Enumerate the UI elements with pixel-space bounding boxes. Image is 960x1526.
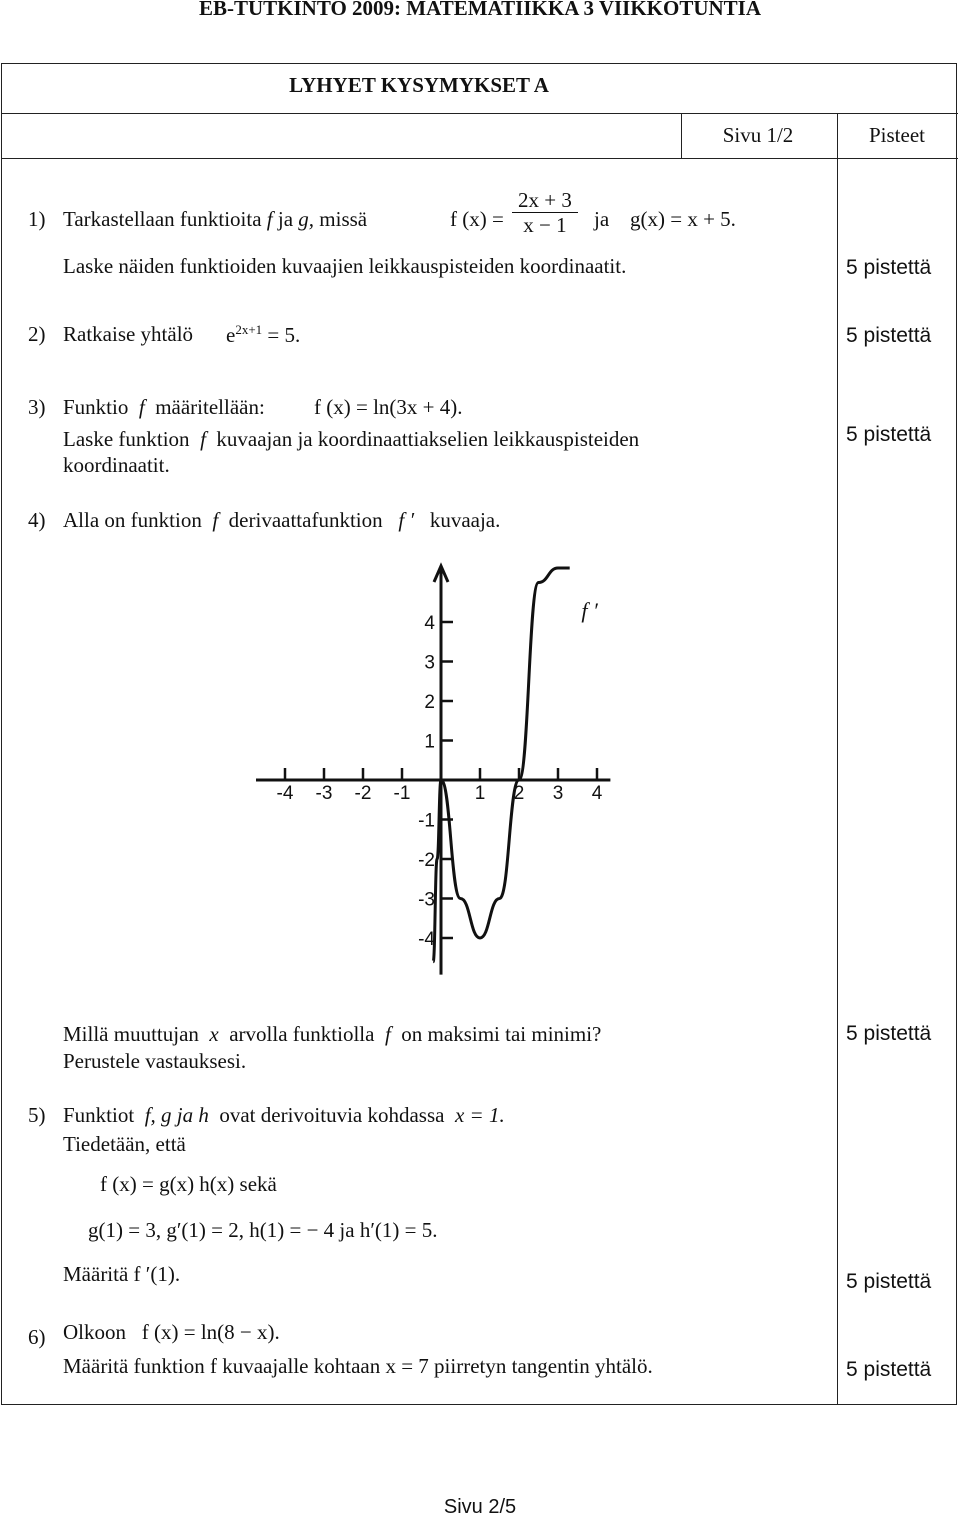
q3-text-c: Laske funktion [63, 427, 190, 451]
x-tick-label: 3 [552, 783, 564, 804]
y-tick-label: 3 [424, 652, 435, 674]
x-tick-label: 4 [591, 783, 603, 804]
q5-number: 5) [28, 1103, 46, 1127]
q3-line2 [63, 427, 639, 452]
q4-text-c: kuvaaja. [429, 508, 501, 532]
q5-line1 [63, 1103, 505, 1128]
x-tick-label: -3 [315, 783, 333, 804]
q5-x1: x = 1. [454, 1103, 505, 1127]
q2-equation [226, 322, 300, 348]
x-tick-label: -4 [276, 783, 294, 804]
q1-gx: g(x) = x + 5. [630, 207, 736, 231]
q5-line4: g(1) = 3, g′(1) = 2, h(1) = − 4 ja h′(1) = 5. [88, 1218, 438, 1242]
q5-line3: f (x) = g(x) h(x) sekä [100, 1172, 277, 1196]
q1-f: f [266, 207, 273, 231]
q3-text-b: määritellään: [155, 395, 265, 419]
q3-points: 5 pistettä [846, 423, 932, 446]
q2-points: 5 pistettä [846, 324, 932, 347]
q5-points: 5 pistettä [846, 1270, 932, 1293]
q4-question-line2: Perustele vastauksesi. [63, 1049, 247, 1073]
q5-fgh: f, g ja h [144, 1103, 209, 1127]
q3-text-d: kuvaajan ja koordinaattiakselien leikkauspisteiden [216, 427, 640, 451]
q1-text: Tarkastellaan funktioita [63, 207, 262, 231]
q6-points: 5 pistettä [846, 1358, 932, 1381]
q5-line5: Määritä f ′(1). [63, 1262, 181, 1286]
q1-ja: ja [277, 207, 294, 231]
q1-numerator: 2x + 3 [512, 188, 578, 213]
derivative-graph [236, 560, 616, 980]
divider [837, 113, 838, 1404]
q1-number: 1) [28, 207, 46, 231]
x-tick-label: -2 [354, 783, 372, 804]
q4-x: x [209, 1022, 219, 1046]
q6-line1 [63, 1320, 280, 1345]
y-tick-label: 2 [424, 692, 435, 713]
x-tick-label: 1 [474, 783, 486, 804]
divider [2, 158, 958, 159]
points-header: Pisteet [869, 123, 925, 147]
fprime-curve [433, 568, 570, 962]
divider [2, 113, 958, 114]
x-tick-label: -1 [393, 783, 411, 804]
q4-line1 [63, 508, 500, 533]
q1-g: g, [298, 207, 315, 231]
y-tick-label: 4 [424, 613, 435, 634]
q2-number: 2) [28, 322, 46, 346]
q4-q-text-b: arvolla funktiolla [229, 1022, 375, 1046]
q3-f: f [138, 395, 145, 419]
q1-fraction [512, 188, 578, 237]
page-footer: Sivu 2/5 [443, 1496, 517, 1518]
q3-f2: f [200, 427, 206, 451]
q4-q-text: Millä muuttujan [63, 1022, 199, 1046]
q4-question [63, 1022, 601, 1047]
q3-line3: koordinaatit. [63, 453, 170, 477]
q4-number: 4) [28, 508, 46, 532]
x-tick-label: 2 [513, 783, 525, 804]
q3-number: 3) [28, 395, 46, 419]
y-tick-label: -4 [418, 929, 435, 950]
q5-text: Funktiot [63, 1103, 135, 1127]
q6-number: 6) [28, 1325, 46, 1349]
q1-ja2: ja [594, 207, 610, 231]
q5-line2: Tiedetään, että [63, 1132, 186, 1156]
y-tick-label: -2 [418, 850, 435, 871]
q6-expression: f (x) = ln(8 − x). [141, 1320, 280, 1344]
q2-exponent: 2x+1 [235, 322, 263, 337]
q1-line1 [63, 207, 367, 232]
document-title: EB-TUTKINTO 2009: MATEMATIIKKA 3 VIIKKOTUNTIA [198, 0, 762, 20]
q3-expression: f (x) = ln(3x + 4). [314, 395, 463, 419]
q4-points: 5 pistettä [846, 1022, 932, 1045]
q4-text: Alla on funktion [63, 508, 202, 532]
y-tick-label: 1 [424, 731, 435, 753]
page-label: Sivu 1/2 [722, 123, 794, 147]
q4-fprime: f ′ [398, 508, 415, 532]
y-tick-label: -1 [418, 810, 435, 832]
q4-f2: f [384, 1022, 391, 1046]
q4-f: f [212, 508, 219, 532]
q5-text-b: ovat derivoituvia kohdassa [219, 1103, 445, 1127]
q2-base: e [226, 323, 236, 347]
q1-fx: f (x) = [450, 207, 504, 231]
q1-denominator: x − 1 [523, 213, 567, 237]
section-header: LYHYET KYSYMYKSET A [289, 73, 549, 97]
q1-missa: missä [319, 207, 368, 231]
q2-text: Ratkaise yhtälö [63, 322, 194, 346]
q1-line2: Laske näiden funktioiden kuvaajien leikkauspisteiden koordinaatit. [63, 254, 627, 278]
q1-points: 5 pistettä [846, 256, 932, 279]
q6-line2: Määritä funktion f kuvaajalle kohtaan x = 7 piirretyn tangentin yhtälö. [63, 1354, 653, 1378]
curve-label: f ′ [581, 598, 598, 624]
q4-text-b: derivaattafunktion [228, 508, 383, 532]
q3-text: Funktio [63, 395, 129, 419]
y-tick-label: -3 [418, 889, 435, 911]
q4-q-text-c: on maksimi tai minimi? [401, 1022, 602, 1046]
q2-rhs: = 5. [267, 323, 301, 347]
q3-line1 [63, 395, 265, 420]
q6-text: Olkoon [63, 1320, 126, 1344]
